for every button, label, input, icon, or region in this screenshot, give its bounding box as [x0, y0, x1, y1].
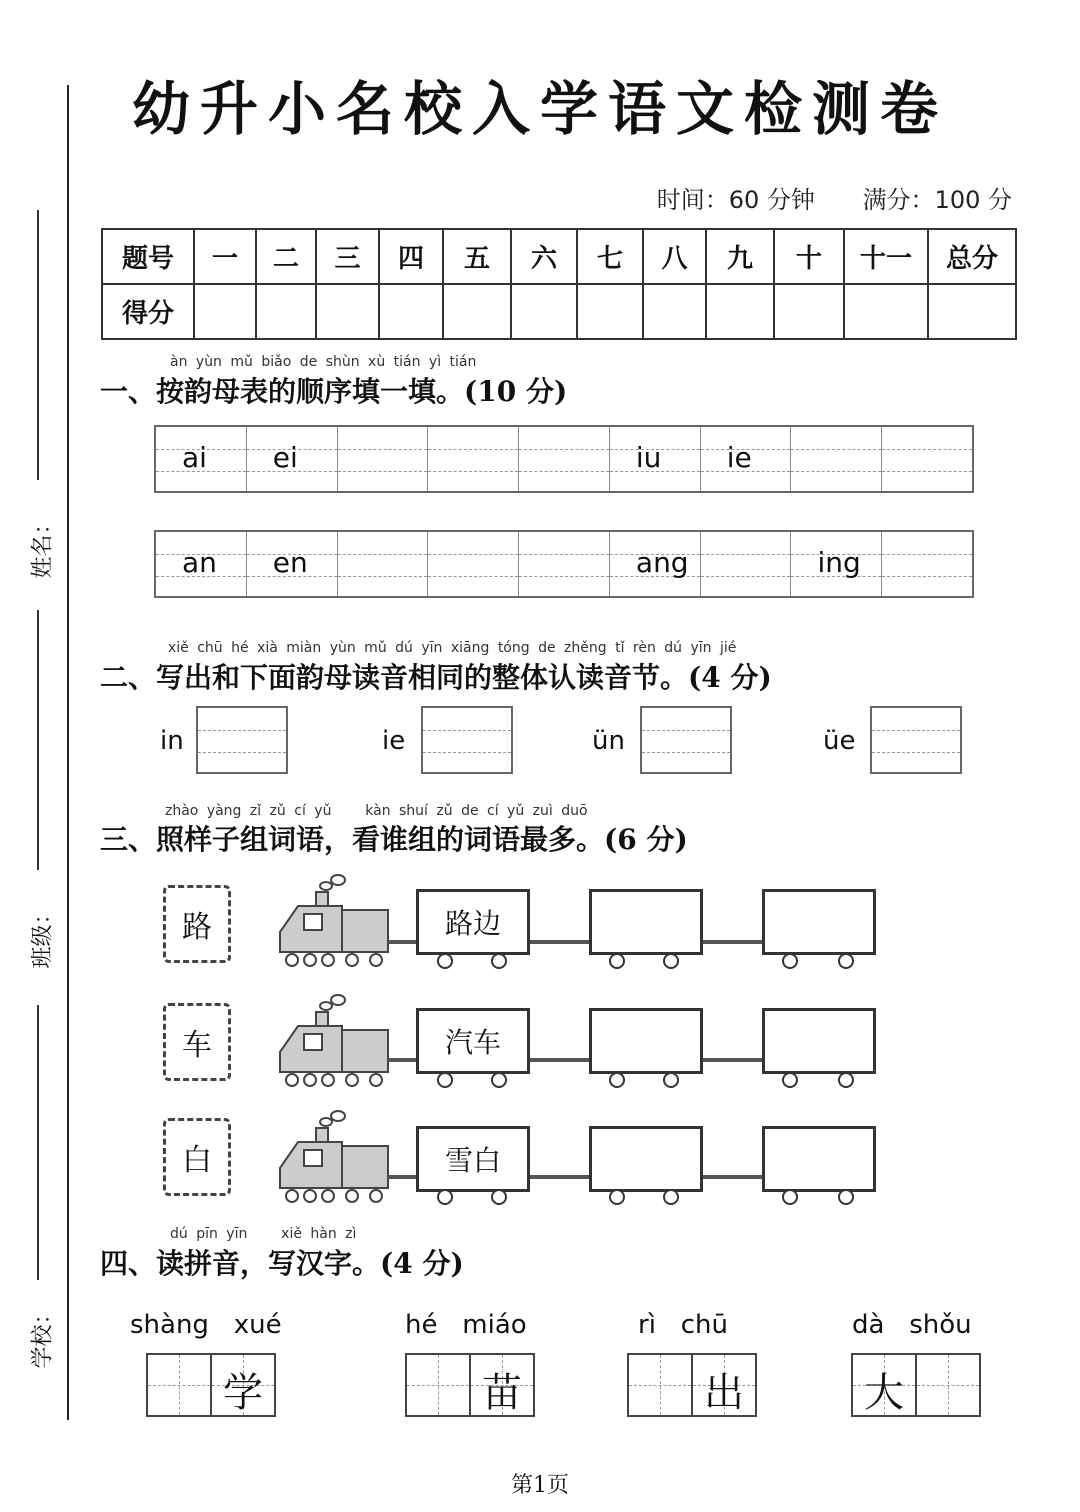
- col-1: 一: [194, 229, 256, 284]
- strip-text: ie: [726, 441, 752, 474]
- coupler: [530, 1058, 590, 1062]
- wheel: [491, 1072, 507, 1088]
- section2-answer-box[interactable]: [421, 706, 513, 774]
- exam-meta: [617, 180, 1012, 215]
- section3-char-stamp: 车: [163, 1003, 231, 1081]
- coupler: [388, 940, 418, 944]
- coupler: [388, 1058, 418, 1062]
- given-char: 苗: [482, 1370, 522, 1416]
- full-score-text: 满分：100 分: [862, 186, 1012, 214]
- col-5: 五: [443, 229, 511, 284]
- section4-title: 四、读拼音，写汉字。(4 分): [100, 1247, 464, 1280]
- wheel: [609, 1189, 625, 1205]
- wagon-example: 汽车: [416, 1008, 530, 1074]
- strip-cell[interactable]: [247, 427, 338, 491]
- col-9: 九: [706, 229, 774, 284]
- given-char: 大: [864, 1370, 904, 1416]
- score-cell[interactable]: [928, 284, 1016, 339]
- strip-text: iu: [635, 441, 662, 474]
- tian-grid: [405, 1353, 535, 1417]
- wheel: [609, 1072, 625, 1088]
- wheel: [609, 953, 625, 969]
- strip-cell[interactable]: [428, 532, 519, 596]
- page-title: 幼升小名校入学语文检测卷: [131, 75, 948, 143]
- strip-cell[interactable]: [882, 427, 972, 491]
- strip-cell[interactable]: [338, 427, 429, 491]
- class-underline: [37, 610, 39, 870]
- score-cell[interactable]: [643, 284, 706, 339]
- score-cell[interactable]: [379, 284, 443, 339]
- train-engine-icon: [278, 872, 390, 968]
- tian-cell-given: [693, 1355, 755, 1415]
- wheel: [838, 953, 854, 969]
- section1-strip-1: [154, 425, 974, 493]
- score-cell[interactable]: [511, 284, 577, 339]
- strip-cell[interactable]: [701, 532, 792, 596]
- train-engine-icon: [278, 1108, 390, 1204]
- wheel: [782, 953, 798, 969]
- coupler: [388, 1175, 418, 1179]
- strip-cell[interactable]: [519, 532, 610, 596]
- strip-text: ang: [635, 546, 689, 579]
- section3-char-stamp: 路: [163, 885, 231, 963]
- strip-cell[interactable]: [156, 532, 247, 596]
- coupler: [703, 1175, 763, 1179]
- score-cell[interactable]: [774, 284, 844, 339]
- strip-cell[interactable]: [610, 427, 701, 491]
- wheel: [838, 1072, 854, 1088]
- wheel: [663, 953, 679, 969]
- tian-cell-given: [853, 1355, 917, 1415]
- col-6: 六: [511, 229, 577, 284]
- section2-answer-box[interactable]: [640, 706, 732, 774]
- tian-cell-blank[interactable]: [629, 1355, 693, 1415]
- tian-cell-blank[interactable]: [148, 1355, 212, 1415]
- section2-item-label: in: [160, 726, 184, 756]
- score-header-row: [102, 229, 1016, 284]
- tian-grid: [627, 1353, 757, 1417]
- coupler: [530, 1175, 590, 1179]
- score-cell[interactable]: [844, 284, 928, 339]
- tian-grid: [851, 1353, 981, 1417]
- strip-cell[interactable]: [701, 427, 792, 491]
- section1-strip-2: [154, 530, 974, 598]
- wagon-answer[interactable]: [762, 1126, 876, 1192]
- wagon-answer[interactable]: [589, 1126, 703, 1192]
- given-char: 学: [223, 1370, 263, 1416]
- section2-title: 二、写出和下面韵母读音相同的整体认读音节。(4 分): [100, 661, 772, 694]
- wheel: [663, 1189, 679, 1205]
- section4-pinyin-label: dà shǒu: [852, 1310, 972, 1340]
- col-total: 总分: [928, 229, 1016, 284]
- strip-cell[interactable]: [791, 532, 882, 596]
- strip-cell[interactable]: [791, 427, 882, 491]
- tian-cell-blank[interactable]: [407, 1355, 471, 1415]
- strip-cell[interactable]: [610, 532, 701, 596]
- class-label: 班级：: [30, 902, 56, 969]
- col-11: 十一: [844, 229, 928, 284]
- strip-text: ei: [272, 441, 298, 474]
- score-cell[interactable]: [316, 284, 379, 339]
- time-text: 时间：60 分钟: [656, 186, 815, 214]
- col-8: 八: [643, 229, 706, 284]
- score-label: 得分: [102, 284, 194, 339]
- score-cell[interactable]: [706, 284, 774, 339]
- page-number: 第1页: [511, 1473, 569, 1498]
- strip-cell[interactable]: [882, 532, 972, 596]
- section2-item-label: ün: [592, 726, 625, 756]
- score-cell[interactable]: [256, 284, 316, 339]
- train-engine-icon: [278, 992, 390, 1088]
- strip-cell[interactable]: [519, 427, 610, 491]
- name-underline: [37, 210, 39, 480]
- section3-title: 三、照样子组词语，看谁组的词语最多。(6 分): [100, 823, 688, 856]
- given-char: 出: [704, 1370, 744, 1416]
- strip-text: ai: [182, 441, 207, 474]
- coupler: [703, 1058, 763, 1062]
- section4-pinyin-label: shàng xué: [130, 1310, 282, 1340]
- score-value-row: [102, 284, 1016, 339]
- school-underline: [37, 1005, 39, 1280]
- wheel: [437, 1072, 453, 1088]
- tian-cell-given: [471, 1355, 533, 1415]
- strip-cell[interactable]: [156, 427, 247, 491]
- wagon-answer[interactable]: [762, 1008, 876, 1074]
- section4-pinyin-label: rì chū: [638, 1310, 728, 1340]
- wheel: [491, 953, 507, 969]
- strip-text: en: [272, 546, 308, 579]
- section3-char-stamp: 白: [163, 1118, 231, 1196]
- strip-text: an: [182, 546, 217, 579]
- binding-line: [67, 85, 69, 1420]
- wheel: [663, 1072, 679, 1088]
- wheel: [437, 1189, 453, 1205]
- score-cell[interactable]: [194, 284, 256, 339]
- section1-pinyin: àn yùn mǔ biǎo de shùn xù tián yì tián: [170, 354, 477, 370]
- section2-item-label: üe: [823, 726, 856, 756]
- wagon-example: 路边: [416, 889, 530, 955]
- coupler: [530, 940, 590, 944]
- coupler: [703, 940, 763, 944]
- score-cell[interactable]: [577, 284, 643, 339]
- wagon-answer[interactable]: [589, 1008, 703, 1074]
- section1-title: 一、按韵母表的顺序填一填。(10 分): [100, 375, 568, 408]
- section3-pinyin: zhào yàng zǐ zǔ cí yǔ kàn shuí zǔ de cí yǔ zuì duō: [165, 803, 588, 819]
- wagon-answer[interactable]: [589, 889, 703, 955]
- col-10: 十: [774, 229, 844, 284]
- header-label: 题号: [102, 229, 194, 284]
- wagon-example: 雪白: [416, 1126, 530, 1192]
- section2-answer-box[interactable]: [196, 706, 288, 774]
- tian-cell-blank[interactable]: [917, 1355, 979, 1415]
- wheel: [491, 1189, 507, 1205]
- score-table: [101, 228, 1017, 340]
- wheel: [782, 1189, 798, 1205]
- tian-grid: [146, 1353, 276, 1417]
- col-4: 四: [379, 229, 443, 284]
- wagon-answer[interactable]: [762, 889, 876, 955]
- tian-cell-given: [212, 1355, 274, 1415]
- strip-cell[interactable]: [247, 532, 338, 596]
- section4-pinyin-label: hé miáo: [405, 1310, 527, 1340]
- col-2: 二: [256, 229, 316, 284]
- strip-cell[interactable]: [428, 427, 519, 491]
- col-7: 七: [577, 229, 643, 284]
- score-cell[interactable]: [443, 284, 511, 339]
- section2-item-label: ie: [382, 726, 406, 756]
- wheel: [838, 1189, 854, 1205]
- section2-answer-box[interactable]: [870, 706, 962, 774]
- strip-cell[interactable]: [338, 532, 429, 596]
- wheel: [782, 1072, 798, 1088]
- col-3: 三: [316, 229, 379, 284]
- school-label: 学校：: [30, 1302, 56, 1369]
- wheel: [437, 953, 453, 969]
- section4-pinyin: dú pīn yīn xiě hàn zì: [170, 1226, 357, 1242]
- name-label: 姓名：: [30, 512, 56, 579]
- section2-pinyin: xiě chū hé xià miàn yùn mǔ dú yīn xiāng tóng de zhěng tǐ rèn dú yīn jié: [168, 640, 737, 656]
- strip-text: ing: [817, 546, 861, 579]
